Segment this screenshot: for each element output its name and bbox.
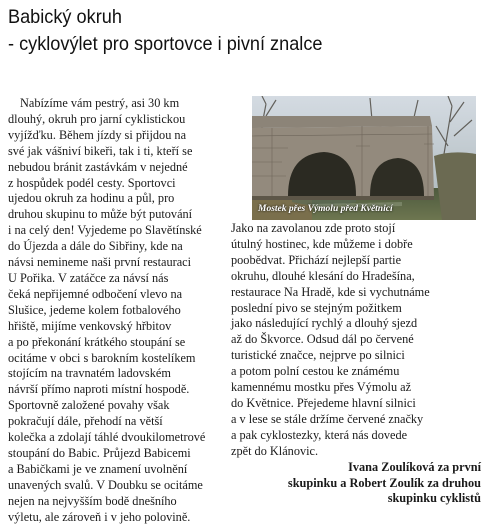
stone-bridge-illustration	[252, 96, 476, 220]
photo-caption: Mostek přes Výmolu před Květnicí	[258, 204, 393, 214]
text-line: okruhu, dlouhé klesání do Hradešína,	[231, 268, 415, 283]
text-line: stoupání do Babic. Průjezd Babicemi	[8, 445, 191, 460]
text-line: a Babičkami je ve znamení uvolnění	[8, 461, 188, 476]
text-line: vyjížďku. Během jízdy si přijdou na	[8, 127, 187, 142]
text-line: Slušice, jedeme kolem fotbalového	[8, 302, 181, 317]
text-line: Sportovně založené povahy však	[8, 398, 170, 413]
text-line: a potom polní cestou ke známému	[231, 364, 400, 379]
text-line: nejen na nejvyšším bodě dnešního	[8, 493, 177, 508]
text-line: návrší přímo naproti místní hospodě.	[8, 382, 190, 397]
text-line: ujedou okruh za hodinu a půl, pro	[8, 191, 175, 206]
text-line: návsi nemineme naši první restauraci	[8, 255, 192, 270]
text-line: druhou skupinu to může být putování	[8, 207, 193, 222]
text-line: výletu, ale zároveň i v jeho polovině.	[8, 509, 191, 524]
text-line: Ivana Zoulíková za první	[348, 459, 481, 474]
text-line: Nabízíme vám pestrý, asi 30 km	[20, 96, 180, 110]
text-line: pokračují dále, přehodí na větší	[8, 414, 163, 429]
text-line: zpět do Klánovic.	[231, 443, 319, 458]
text-line: a po překonání krátkého stoupání se	[8, 334, 186, 349]
text-line: unavených svalů. V Doubku se ocitáme	[8, 477, 203, 492]
text-line: hřiště, mijíme venkovský hřbitov	[8, 318, 172, 333]
text-line: skupinku cyklistů	[387, 491, 481, 506]
text-line: útulný hostinec, kde můžeme i dobře	[231, 236, 413, 251]
text-line: kolečka a zdolají táhlé dvoukilometrové	[8, 430, 206, 445]
text-line: kamennému mostku přes Výmolu až	[231, 380, 412, 395]
text-line: stojícím na travnatém ladovském	[8, 366, 171, 381]
title-line-1: Babický okruh	[8, 6, 122, 28]
right-text	[231, 221, 481, 460]
text-line: z hospůdek podél cesty. Sportovci	[8, 175, 176, 190]
text-line: poobědvat. Přichází nejlepší partie	[231, 252, 402, 267]
text-line: Jako na zavolanou zde proto stojí	[231, 221, 396, 235]
text-line: i na celý den! Vyjedeme po Slavětínské	[8, 223, 202, 238]
text-line: dlouhý, okruh pro jarní cyklistickou	[8, 111, 186, 126]
article-body-left	[8, 96, 222, 525]
text-line: až do Škvorce. Odsud dál po červené	[231, 332, 414, 347]
text-line: své jak vášniví bikeři, tak i ti, kteří se	[8, 143, 193, 158]
text-line: do Květnice. Přejedeme hlavní silnici	[231, 395, 416, 410]
text-line: restaurace Na Hradě, kde si vychutnáme	[231, 284, 430, 299]
text-line: jako následující rychlý a dlouhý sjezd	[231, 316, 418, 331]
signature	[231, 460, 481, 508]
text-line: a pak cyklostezky, která nás dovede	[231, 427, 408, 442]
text-line: nebudou bránit zastávkám v nejedné	[8, 159, 188, 174]
title-line-2: - cyklovýlet pro sportovce i pivní znalce	[8, 33, 323, 55]
stone-bridge-photo	[252, 96, 476, 220]
text-line: čeká nepřijemné odbočení vlevo na	[8, 286, 183, 301]
text-line: U Pořika. V zatáčce za návsí nás	[8, 270, 169, 285]
text-line: do Újezda a dále do Sibřiny, kde na	[8, 239, 183, 254]
article-title	[8, 4, 451, 58]
text-line: turistické značce, nejprve po silnici	[231, 348, 405, 363]
article-body-right	[231, 221, 481, 507]
text-line: a v lese se stále držíme červené značky	[231, 411, 424, 426]
text-line: ocitáme v obci s barokním kostelíkem	[8, 350, 196, 365]
text-line: skupinku a Robert Zoulík za druhou	[287, 475, 481, 490]
text-line: poslední pivo se stejným požitkem	[231, 300, 402, 315]
